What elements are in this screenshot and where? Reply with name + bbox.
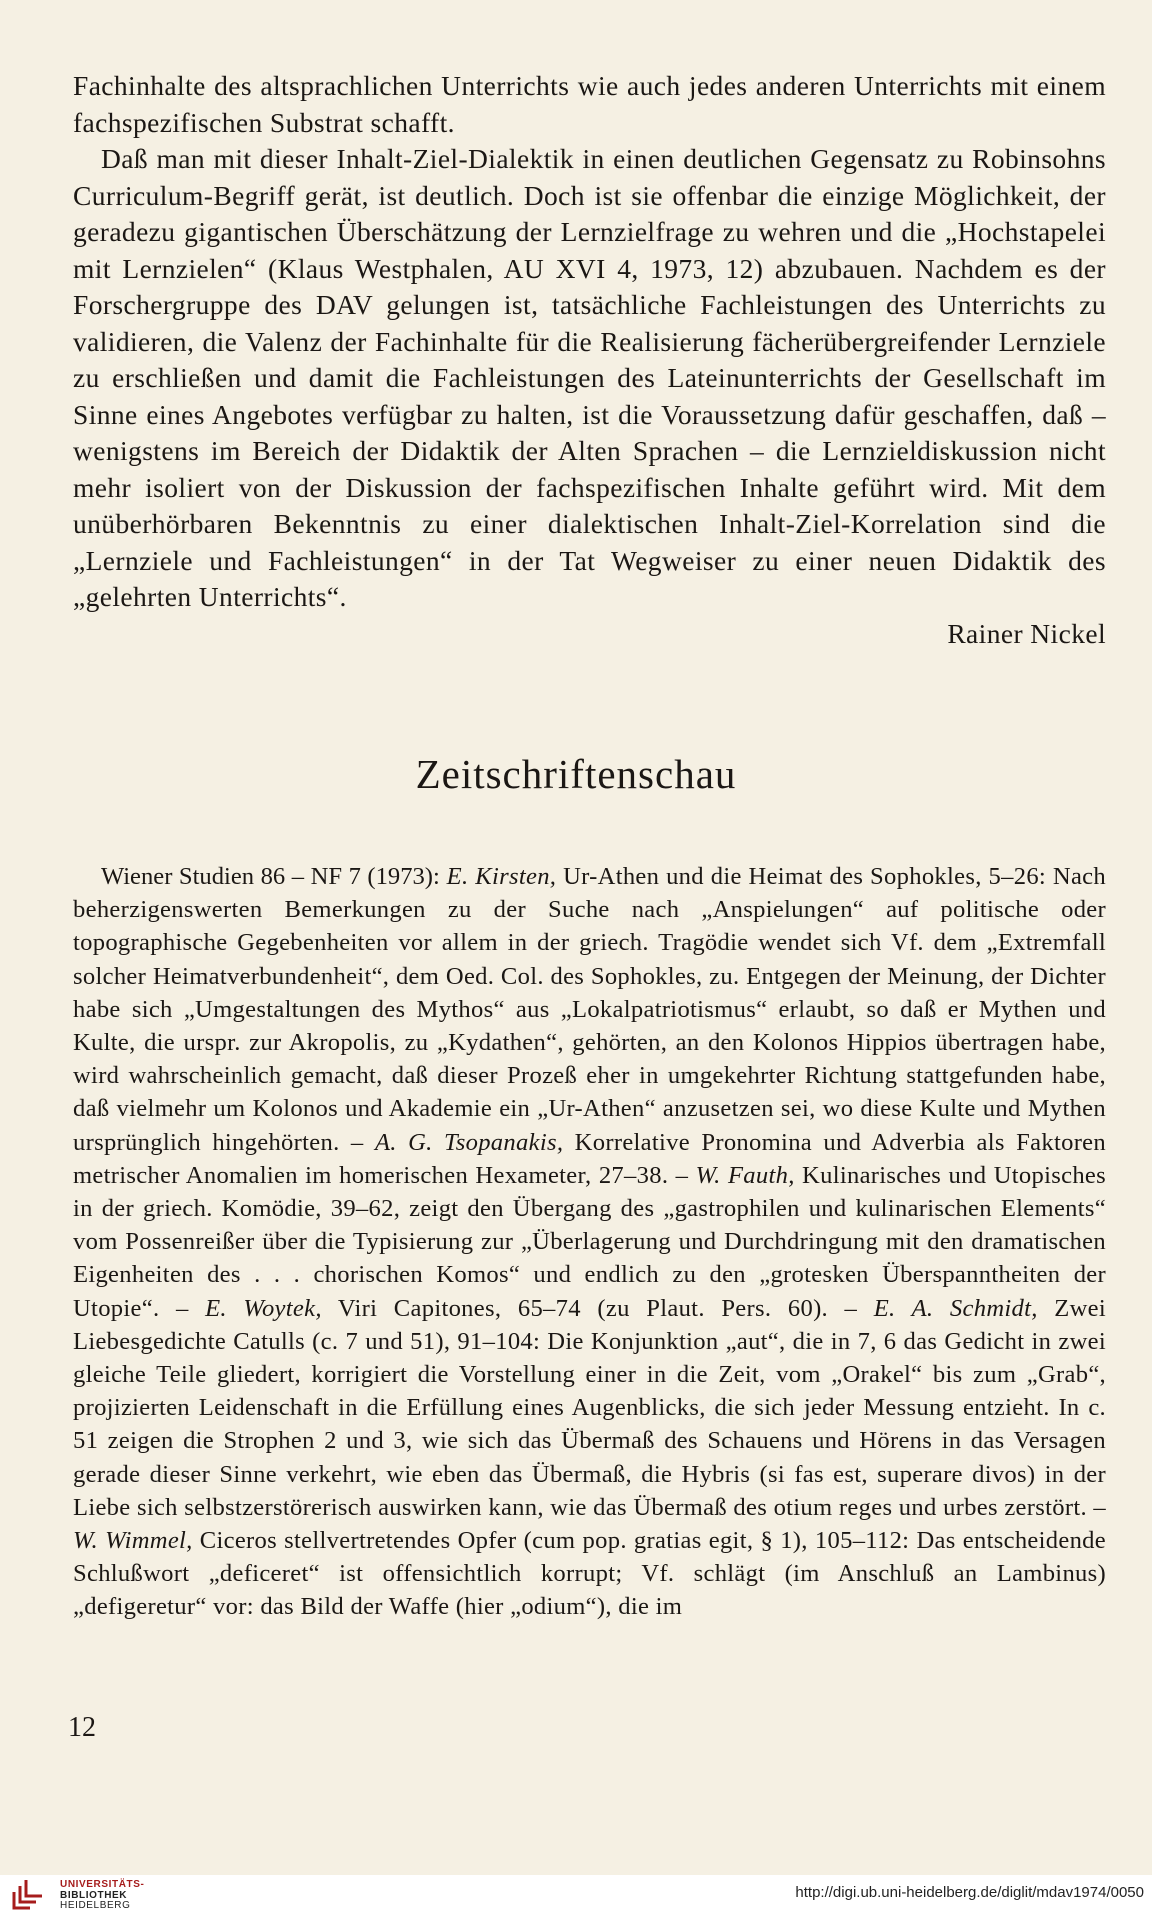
logo-line: BIBLIOTHEK	[60, 1889, 128, 1901]
review-text: Zwei Liebesgedichte Catulls (c. 7 und 51), 91–104: Die Konjunktion „aut“, die in 7, 6 das Gedicht in zwei gleiche Teile gliedert, korrigiert die Vorstellung einer in die Zeit, vom „Orakel“ bis zum „Grab“, projizierten Leidenschaft in die Erfüllung eines Augenblicks, die sich jeder Messung entzieht. In c. 51 zeigen die Strophen 2 und 3, wie sich das Übermaß des Schauens und Hörens in das Versagen gerade dieser Sinne verkehrt, wie eben das Übermaß, die Hybris (si fas est, superare divos) in der Liebe sich selbstzerstörerisch auswirken kann, wie das Übermaß des otium reges und urbes zerstört. –	[73, 1294, 1107, 1521]
section-heading: Zeitschriftenschau	[415, 751, 737, 797]
author-signature: Rainer Nickel	[947, 617, 1106, 649]
author-name: E. A. Schmidt,	[873, 1294, 1038, 1322]
author-name: W. Wimmel,	[73, 1527, 193, 1555]
author-name: E. Woytek,	[205, 1294, 322, 1322]
author-name: A. G. Tsopanakis,	[374, 1128, 564, 1156]
paragraph: Daß man mit dieser Inhalt-Ziel-Dialektik in einen deutlichen Gegensatz zu Robinsohns Curriculum-Begriff gerät, ist deutlich. Doch ist sie offenbar die einzige Möglichkeit, der geradezu gigantischen Überschätzung der Lernzielfrage zu wehren und die „Hochstapelei mit Lernzielen“ (Klaus Westphalen, AU XVI 4, 1973, 12) abzubauen. Nachdem es der Forschergruppe des DAV gelungen ist, tatsächliche Fachleistungen des Unterrichts zu validieren, die Valenz der Fachinhalte für die Realisierung fächerübergreifender Lernziele zu erschließen und damit die Fachleistungen des Lateinunterrichts der Gesellschaft im Sinne eines Angebotes verfügbar zu halten, ist die Voraussetzung dafür geschaffen, daß – wenigstens im Bereich der Didaktik der Alten Sprachen – die Lernzieldiskussion nicht mehr isoliert von der Diskussion der fachspezifischen Inhalte geführt wird. Mit dem unüberhörbaren Bekenntnis zu einer dialektischen Inhalt-Ziel-Korrelation sind die „Lernziele und Fachleistungen“ in der Tat Wegweiser zu einer neuen Didaktik des „gelehrten Unterrichts“.	[73, 143, 1106, 612]
review-text: Kulinarisches und Utopisches in der griech. Komödie, 39–62, zeigt den Übergang des „gastrophilen und kulinarischen Elements“ vom Possenreißer über die Typisierung zur „Überlagerung und Durchdringung mit den dramatischen Eigenheiten des . . . chorischen Komos“ und endlich zu den „grotesken Überspanntheiten der Utopie“. –	[73, 1161, 1107, 1322]
paragraph: Fachinhalte des altsprachlichen Unterrichts wie auch jedes anderen Unterrichts mit einem fachspezifischen Substrat schafft.	[73, 70, 1106, 138]
logo-line: HEIDELBERG	[60, 1900, 131, 1911]
review-paragraph	[73, 860, 1106, 1624]
author-name: E. Kirsten,	[446, 863, 557, 890]
library-logo-icon	[10, 1878, 44, 1912]
author-name: W. Fauth,	[695, 1161, 795, 1189]
digitization-footer	[0, 1875, 1152, 1915]
review-text: Korrelative Pronomina und Adverbia als Faktoren metrischer Anomalien im homerischen Hexameter, 27–38. –	[73, 1128, 1106, 1189]
page-number: 12	[68, 1712, 96, 1743]
review-text: Ur-Athen und die Heimat des Sophokles, 5–26: Nach beherzigenswerten Bemerkungen zu der Suche nach „Anspielungen“ auf politische oder topographische Gegebenheiten vor allem in der griech. Tragödie wendet sich Vf. dem „Extremfall solcher Heimatverbundenheit“, dem Oed. Col. des Sophokles, zu. Entgegen der Meinung, der Dichter habe sich „Umgestaltungen des Mythos“ aus „Lokalpatriotismus“ erlaubt, so daß er Mythen und Kulte, die urspr. zur Akropolis, zu „Kydathen“, gehörten, an den Kolonos Hippios übertragen habe, wird wahrscheinlich gemacht, daß dieser Prozeß eher in umgekehrter Richtung stattgefunden habe, daß vielmehr um Kolonos und Akademie ein „Ur-Athen“ anzusetzen sei, wo diese Kulte und Mythen ursprünglich hingehörten. –	[73, 863, 1106, 1156]
journal-review	[73, 860, 1106, 1624]
review-text: Ciceros stellvertretendes Opfer (cum pop. gratias egit, § 1), 105–112: Das entscheidende Schlußwort „deficeret“ ist offensichtlich korrupt; Vf. schlägt (im Anschluß an Lambinus) „defigeretur“ vor: das Bild der Waffe (hier „odium“), die im	[73, 1527, 1106, 1621]
article-conclusion	[73, 68, 1106, 652]
logo-line: UNIVERSITÄTS-	[60, 1879, 145, 1890]
source-url-link[interactable]: http://digi.ub.uni-heidelberg.de/diglit/mdav1974/0050	[795, 1884, 1144, 1901]
review-text: Viri Capitones, 65–74 (zu Plaut. Pers. 60). –	[321, 1294, 874, 1322]
journal-name: Wiener Studien 86 – NF 7 (1973):	[101, 863, 440, 890]
library-logo-text	[60, 1880, 144, 1912]
